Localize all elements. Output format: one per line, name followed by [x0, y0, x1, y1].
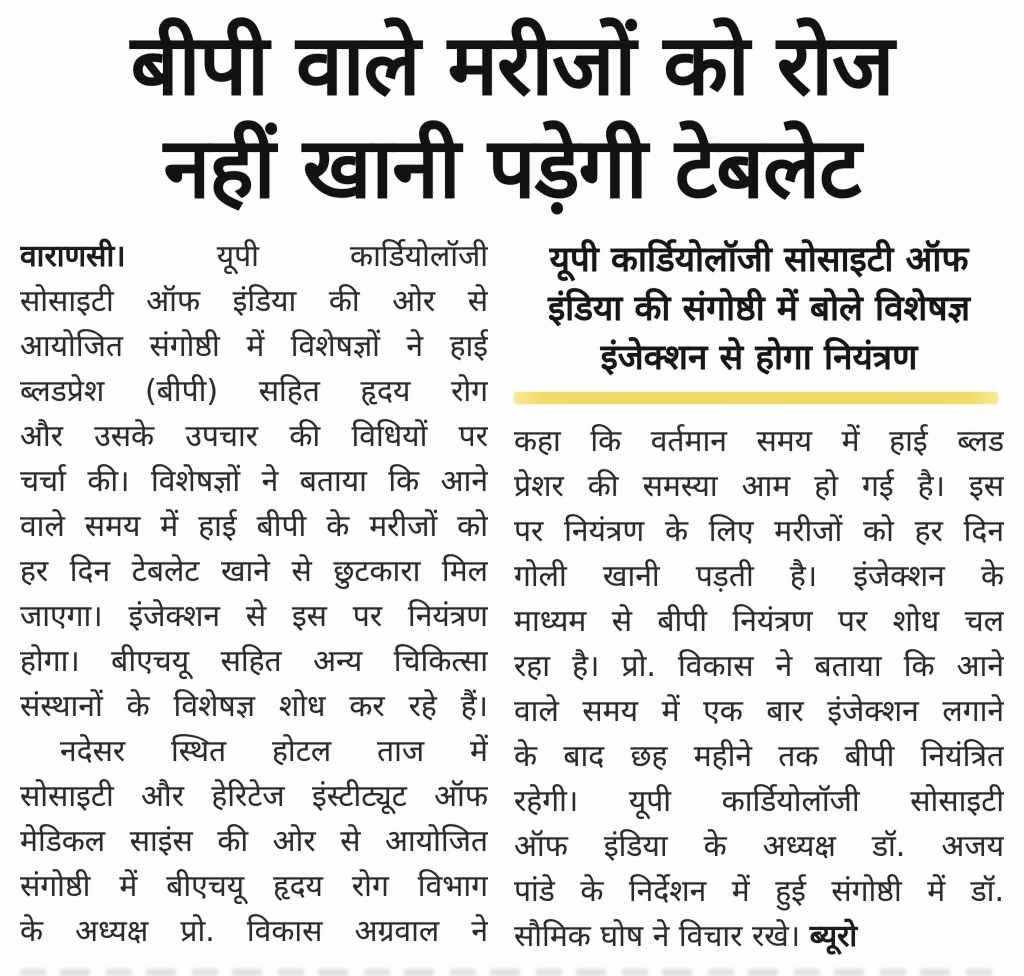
body-line: माध्यम से बीपी नियंत्रण पर शोध चल [514, 604, 1004, 639]
body-line: हर दिन टेबलेट खाने से छुटकारा मिल [20, 554, 488, 589]
cropped-nextline-hint [20, 969, 1004, 976]
body-line: होगा। बीएचयू सहित अन्य चिकित्सा [20, 644, 488, 679]
left-column [20, 234, 488, 959]
article-subheading [514, 236, 1004, 383]
body-line: रहेगी। यूपी कार्डियोलॉजी सोसाइटी [514, 784, 1004, 819]
yellow-highlight-underline [514, 392, 998, 404]
body-line-text: यूपी कार्डियोलॉजी [216, 239, 488, 274]
body-line: प्रेशर की समस्या आम हो गई है। इस [514, 469, 1004, 504]
right-column [514, 234, 1004, 959]
body-line: सोसाइटी ऑफ इंडिया की ओर से [20, 284, 488, 319]
body-line: सोसाइटी और हेरिटेज इंस्टीट्यूट ऑफ [20, 779, 488, 814]
headline-line-2: नहीं खानी पड़ेगी टेबलेट [163, 119, 861, 217]
body-line: ब्लडप्रेश (बीपी) सहित हृदय रोग [20, 374, 488, 409]
body-line: चर्चा की। विशेषज्ञों ने बताया कि आने [20, 464, 488, 499]
body-line-text: सौमिक घोष ने विचार रखे। [514, 919, 801, 954]
body-line: संगोष्ठी में बीएचयू हृदय रोग विभाग [20, 869, 488, 904]
subheading-line: इंजेक्शन से होगा नियंत्रण [600, 338, 918, 378]
dateline: वाराणसी। [20, 239, 126, 274]
body-line: पर नियंत्रण के लिए मरीजों को हर दिन [514, 514, 1004, 549]
body-line: कहा कि वर्तमान समय में हाई ब्लड [514, 424, 1004, 459]
article-columns [0, 234, 1024, 959]
body-line: पांडे के निर्देशन में हुई संगोष्ठी में डॉ. [514, 874, 1004, 909]
body-line: संस्थानों के विशेषज्ञ शोध कर रहे हैं। [20, 689, 488, 724]
body-line: के अध्यक्ष प्रो. विकास अग्रवाल ने [20, 914, 488, 949]
body-line: मेडिकल साइंस की ओर से आयोजित [20, 824, 488, 859]
body-line: रहा है। प्रो. विकास ने बताया कि आने [514, 649, 1004, 684]
body-line: और उसके उपचार की विधियों पर [20, 419, 488, 454]
body-line: वाले समय में एक बार इंजेक्शन लगाने [514, 694, 1004, 729]
body-line [514, 914, 1004, 959]
body-line: जाएगा। इंजेक्शन से इस पर नियंत्रण [20, 599, 488, 634]
body-line: के बाद छह महीने तक बीपी नियंत्रित [514, 739, 1004, 774]
byline: ब्यूरो [809, 919, 858, 954]
body-line [20, 234, 488, 279]
body-line: नदेसर स्थित होटल ताज में [60, 734, 488, 769]
body-line: वाले समय में हाई बीपी के मरीजों को [20, 509, 488, 544]
subheading-line: यूपी कार्डियोलॉजी सोसाइटी ऑफ [549, 240, 969, 280]
subheading-line: इंडिया की संगोष्ठी में बोले विशेषज्ञ [547, 289, 971, 329]
body-line: आयोजित संगोष्ठी में विशेषज्ञों ने हाई [20, 329, 488, 364]
headline-line-1: बीपी वाले मरीजों को रोज [130, 16, 894, 114]
article-headline [0, 0, 1024, 220]
body-line: ऑफ इंडिया के अध्यक्ष डॉ. अजय [514, 829, 1004, 864]
body-line: गोली खानी पड़ती है। इंजेक्शन के [514, 559, 1004, 594]
